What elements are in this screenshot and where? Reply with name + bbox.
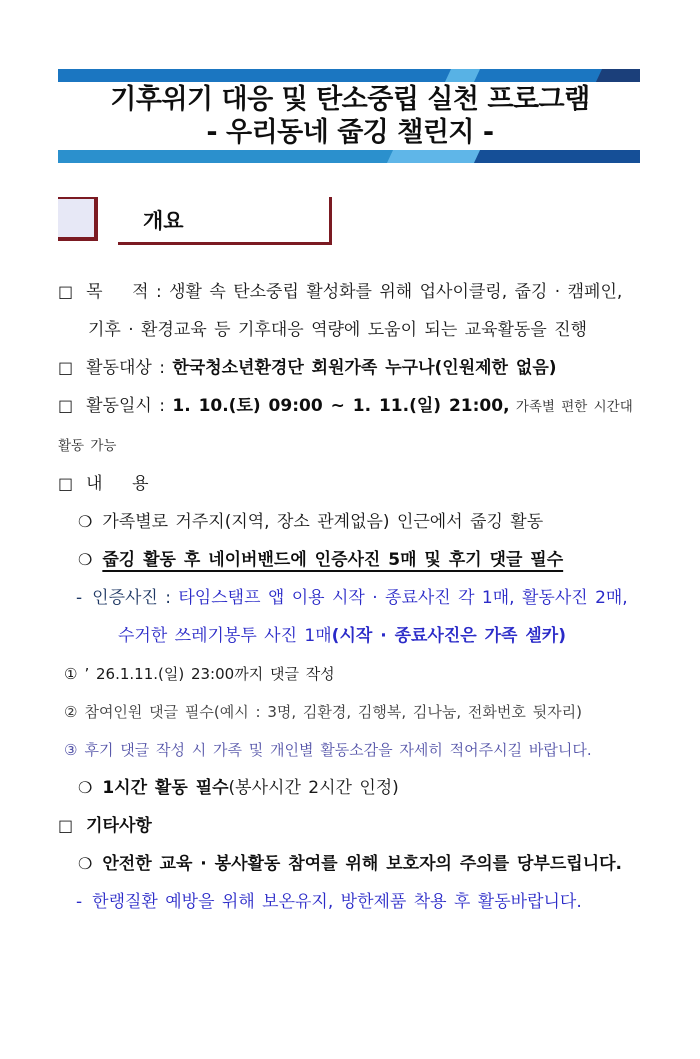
text-segment: 타임스탬프 앱 이용 시작 · 종료사진 각 1매, 활동사진 2매, (178, 588, 628, 608)
document-line (58, 387, 644, 465)
title-banner (0, 69, 700, 163)
document-line (78, 845, 644, 883)
text-segment: 참여인원 댓글 필수(예시 : 3명, 김환경, 김행복, 김나눔, 전화번호 뒷자리) (84, 703, 582, 721)
number-bullet-icon: ① (64, 665, 78, 683)
dash-bullet-icon: - (76, 588, 83, 608)
text-segment: 가족별 편한 시간대 활동 가능 (58, 399, 640, 454)
title-bottom-bar (58, 150, 640, 163)
document-line (78, 769, 644, 807)
checkbox-bullet-icon: □ (58, 358, 74, 377)
text-segment: 가족별로 거주지(지역, 장소 관계없음) 인근에서 줍깅 활동 (102, 512, 544, 532)
circle-bullet-icon: ❍ (78, 512, 93, 531)
bar-accent-dark-icon (595, 69, 640, 82)
document-line (76, 579, 644, 617)
section-title-box (118, 197, 332, 245)
text-segment: ’ 26.1.11.(일) 23:00까지 댓글 작성 (84, 665, 335, 683)
document-line (76, 883, 644, 921)
dash-bullet-icon: - (76, 892, 83, 912)
text-segment: 활동대상 : (86, 358, 173, 378)
text-segment: 안전한 교육 · 봉사활동 참여를 위해 보호자의 주의를 당부드립니다. (102, 854, 623, 874)
section-header (58, 197, 700, 245)
bar-accent-dark-icon (473, 150, 640, 163)
page-title-line2: - 우리동네 줍깅 챌린지 - (206, 117, 494, 148)
text-segment: (시작 · 종료사진은 가족 셀카) (331, 626, 566, 646)
text-segment: 인증사진 : (92, 588, 179, 608)
page-title-line1: 기후위기 대응 및 탄소중립 실천 프로그램 (110, 84, 590, 115)
text-segment: 한국청소년환경단 회원가족 누구나(인원제한 없음) (172, 358, 557, 378)
text-segment: 1시간 활동 필수 (102, 778, 229, 798)
text-segment: 활동일시 : (86, 396, 173, 416)
document-line (58, 349, 644, 387)
text-segment: (봉사시간 2시간 인정) (228, 778, 399, 798)
page-title (0, 82, 700, 150)
number-bullet-icon: ③ (64, 741, 78, 759)
text-segment: 한랭질환 예방을 위해 보온유지, 방한제품 착용 후 활동바랍니다. (92, 892, 582, 912)
document-line (64, 693, 644, 731)
section-marker-square (58, 197, 98, 241)
document-line (118, 617, 644, 655)
document-line (58, 273, 644, 311)
document-line (88, 311, 644, 349)
document-line (58, 465, 644, 503)
text-segment: 내 용 (86, 474, 149, 494)
document-lines (58, 273, 644, 921)
text-segment: 수거한 쓰레기봉투 사진 1매 (118, 626, 332, 646)
number-bullet-icon: ② (64, 703, 78, 721)
text-segment: 기후 · 환경교육 등 기후대응 역량에 도움이 되는 교육활동을 진행 (88, 320, 588, 340)
document-line (78, 503, 644, 541)
checkbox-bullet-icon: □ (58, 816, 74, 835)
checkbox-bullet-icon: □ (58, 282, 74, 301)
circle-bullet-icon: ❍ (78, 854, 93, 873)
checkbox-bullet-icon: □ (58, 396, 74, 415)
text-segment: 목 적 : 생활 속 탄소중립 활성화를 위해 업사이클링, 줍깅 · 캠페인, (86, 282, 623, 302)
text-segment: 1. 10.(토) 09:00 ~ 1. 11.(일) 21:00, (172, 396, 510, 416)
document-line (78, 541, 644, 579)
document-line (64, 655, 644, 693)
document-line (64, 731, 644, 769)
document-line (58, 807, 644, 845)
bar-accent-light-icon (444, 69, 481, 82)
circle-bullet-icon: ❍ (78, 550, 93, 569)
text-segment: 후기 댓글 작성 시 가족 및 개인별 활동소감을 자세히 적어주시길 바랍니다. (84, 741, 592, 759)
checkbox-bullet-icon: □ (58, 474, 74, 493)
section-title: 개요 (143, 208, 184, 233)
circle-bullet-icon: ❍ (78, 778, 93, 797)
document-page (0, 69, 700, 1059)
text-segment: 기타사항 (86, 816, 152, 836)
title-top-bar (58, 69, 640, 82)
text-segment: 줍깅 활동 후 네이버밴드에 인증사진 5매 및 후기 댓글 필수 (102, 550, 564, 570)
